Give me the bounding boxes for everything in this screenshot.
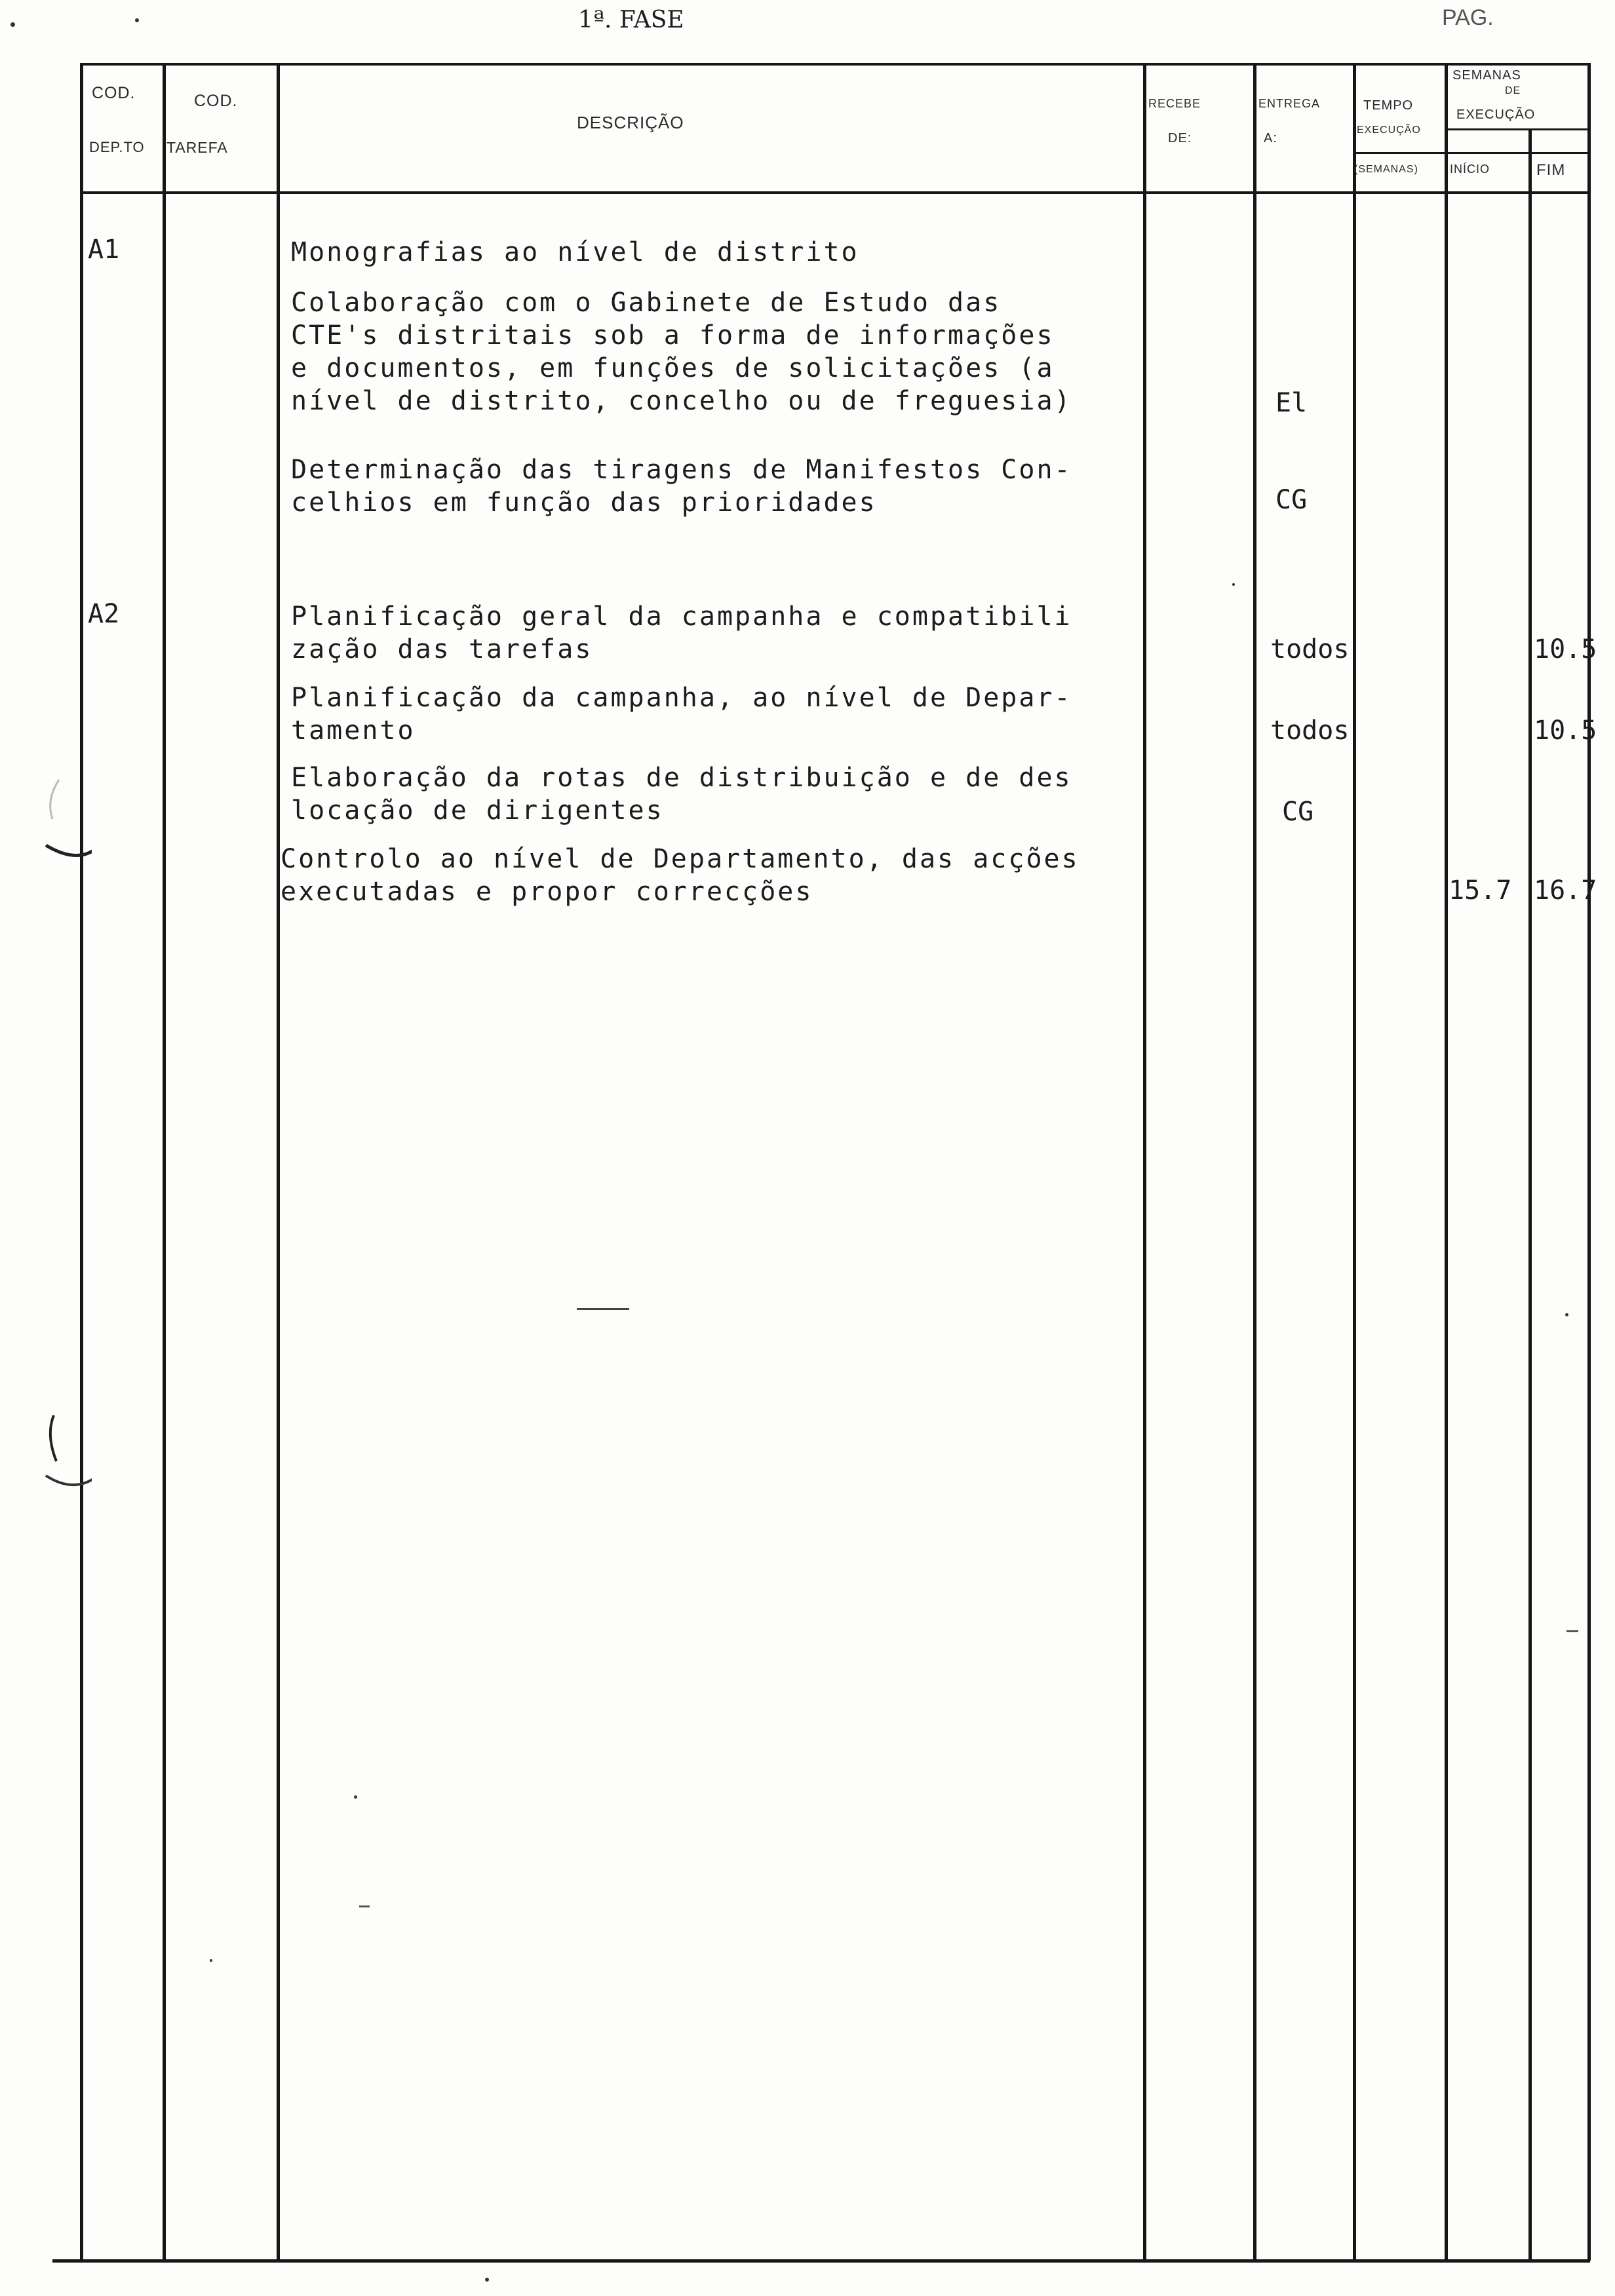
row-a2-item-1-fim: 10.5 — [1534, 634, 1597, 664]
row-a2-item-2-entrega: todos — [1270, 716, 1350, 746]
speck-dash — [1566, 1630, 1578, 1632]
row-a2-item-1-entrega: todos — [1270, 634, 1350, 664]
col-entrega-a-label-2: A: — [1264, 131, 1277, 145]
col-cod-tarefa-label-2: TAREFA — [166, 139, 228, 156]
col-entrega-a-label: ENTREGA — [1258, 97, 1321, 110]
speck-dash — [577, 1308, 629, 1310]
speck — [354, 1795, 357, 1799]
row-a2-item-4-description: Controlo ao nível de Departamento, das acções executadas e propor correcções — [281, 844, 1080, 907]
col-cod-tarefa-label: COD. — [194, 92, 238, 110]
col-tempo-label-3: (SEMANAS) — [1354, 164, 1418, 175]
row-a2-dep-code: A2 — [88, 599, 120, 629]
col-semanas-label: SEMANAS — [1452, 68, 1521, 83]
binder-hole-mark — [39, 773, 92, 865]
col-cod-dep-label: COD. — [92, 84, 136, 102]
speck — [1565, 1313, 1568, 1316]
col-semanas-label-2: DE — [1505, 85, 1521, 96]
speck-dash — [359, 1905, 370, 1907]
row-a1-item-1-description: Monografias ao nível de distrito — [291, 237, 859, 267]
speck — [485, 2278, 489, 2282]
page-number-label: PAG. — [1442, 5, 1494, 30]
col-tempo-label: TEMPO — [1363, 98, 1414, 113]
row-a2-item-1-description: Planificação geral da campanha e compatibili zação das tarefas — [291, 602, 1072, 664]
col-cod-dep-label-2: DEP.TO — [89, 139, 145, 155]
phase-heading: 1ª. FASE — [578, 7, 684, 33]
row-a1-item-2-description: Colaboração com o Gabinete de Estudo das CTE's distritais sob a forma de informações e documentos, em funções de solicitações (a nível de distrito, concelho ou de freguesia) — [291, 288, 1072, 416]
row-a2-item-3-entrega: CG — [1282, 797, 1314, 827]
speck — [210, 1959, 212, 1962]
col-descricao-label: DESCRIÇÃO — [577, 113, 684, 132]
row-a2-item-2-description: Planificação da campanha, ao nível de Depar- tamento — [291, 683, 1072, 746]
col-tempo-label-2: EXECUÇÃO — [1357, 124, 1421, 136]
row-a2-item-4-inicio: 15.7 — [1449, 875, 1512, 906]
col-inicio-label: INÍCIO — [1450, 163, 1490, 176]
binder-hole-mark — [39, 1402, 92, 1494]
col-fim-label: FIM — [1536, 161, 1566, 179]
speck — [1232, 583, 1235, 586]
row-a2-item-4-fim: 16.7 — [1534, 875, 1597, 906]
col-recebe-de-label: RECEBE — [1148, 97, 1201, 110]
row-a1-item-2-entrega: El — [1275, 388, 1308, 418]
row-a2-item-2-fim: 10.5 — [1534, 716, 1597, 746]
row-a1-item-3-description: Determinação das tiragens de Manifestos Con- celhios em função das prioridades — [291, 455, 1072, 518]
col-recebe-de-label-2: DE: — [1168, 131, 1192, 145]
row-a2-item-3-description: Elaboração da rotas de distribuição e de des locação de dirigentes — [291, 763, 1072, 826]
col-semanas-label-3: EXECUÇÃO — [1456, 107, 1536, 122]
row-a1-dep-code: A1 — [88, 235, 120, 265]
row-a1-item-3-entrega: CG — [1275, 485, 1308, 515]
